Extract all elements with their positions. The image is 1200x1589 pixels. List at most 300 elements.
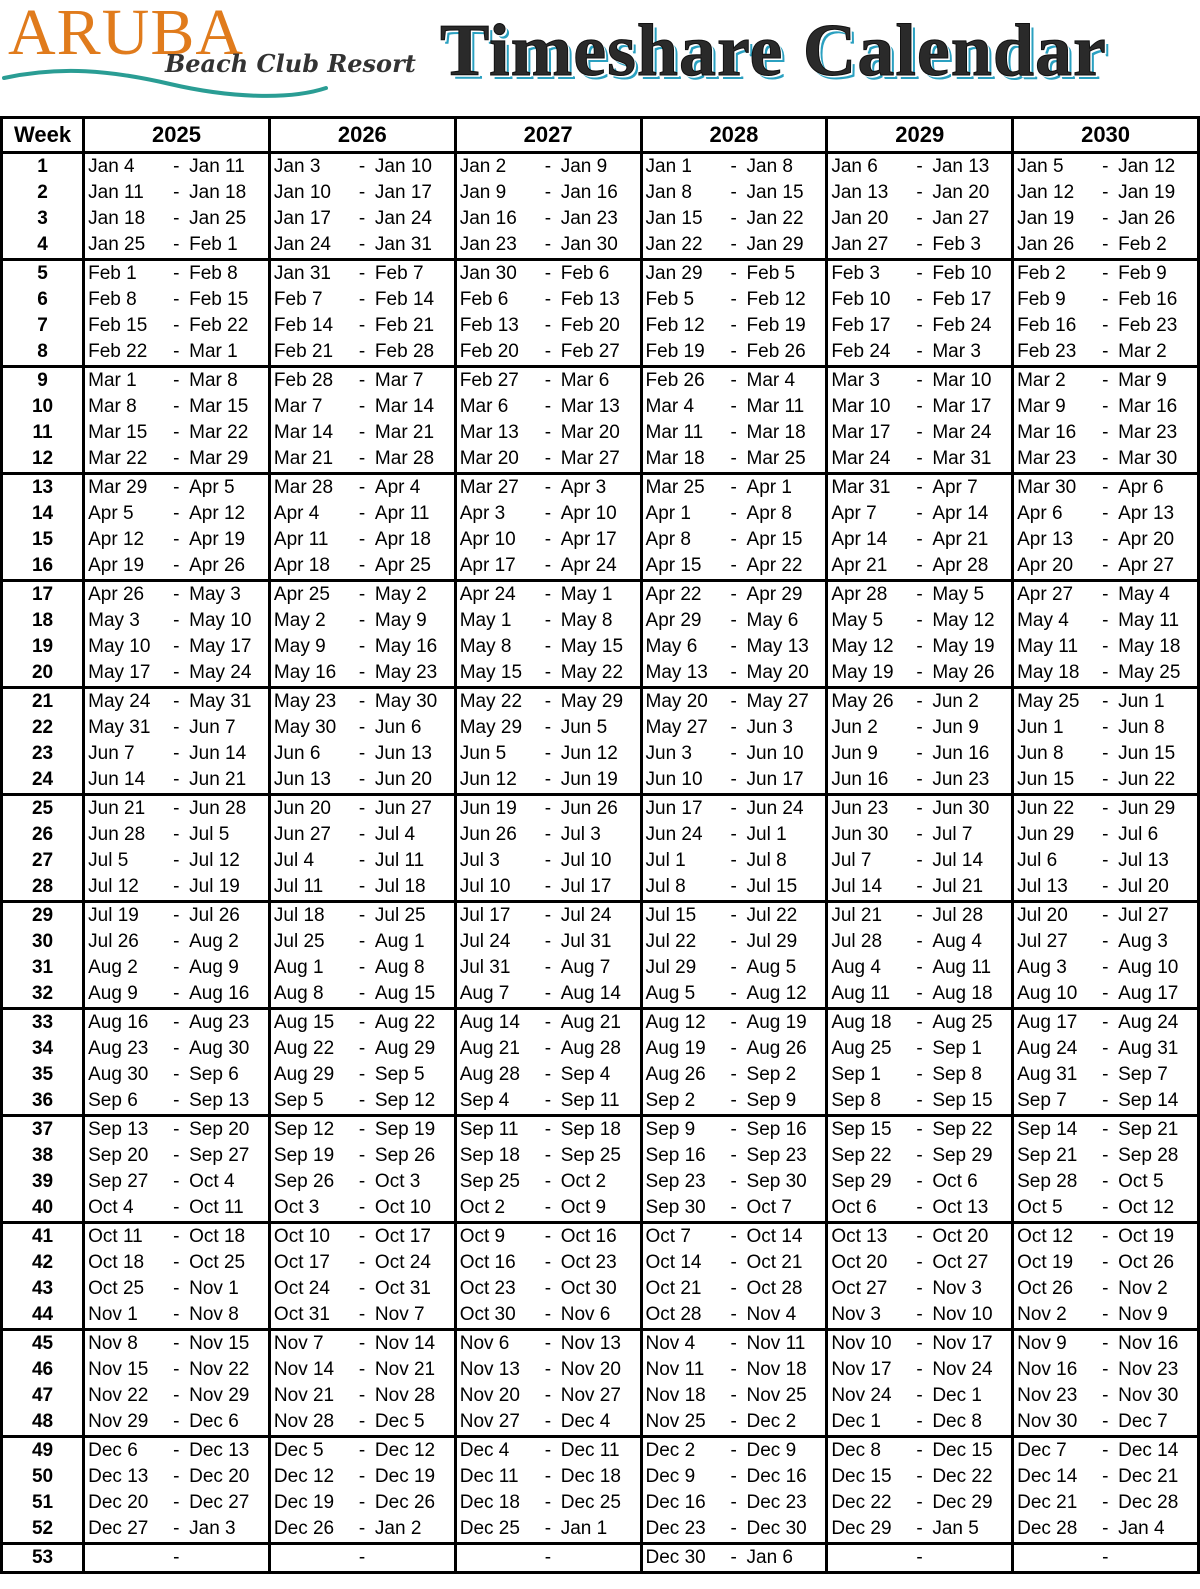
range-dash: - — [916, 1145, 923, 1166]
end-date: Feb 15 — [189, 289, 249, 310]
start-date: Jul 1 — [645, 850, 686, 871]
start-date: Jan 2 — [459, 156, 507, 177]
range-dash: - — [173, 876, 180, 897]
end-date: Apr 11 — [374, 503, 430, 524]
end-date: Feb 9 — [1118, 263, 1167, 284]
start-date: Jul 8 — [645, 876, 686, 897]
logo-subtitle: Beach Club Resort — [165, 49, 416, 78]
end-date: May 10 — [189, 610, 252, 631]
range-dash: - — [730, 1411, 737, 1432]
date-range-cell — [641, 1302, 827, 1330]
end-date: Jan 12 — [1118, 156, 1176, 177]
end-date: Jun 12 — [560, 743, 618, 764]
start-date: Sep 30 — [645, 1197, 706, 1218]
range-dash: - — [1102, 1278, 1109, 1299]
date-range-cell — [641, 553, 827, 581]
start-date: Oct 17 — [273, 1252, 330, 1273]
date-range-cell — [84, 634, 270, 660]
end-date: Sep 27 — [189, 1145, 250, 1166]
start-date: Mar 23 — [1017, 448, 1077, 469]
range-dash: - — [544, 1304, 552, 1325]
range-dash: - — [1102, 1359, 1109, 1380]
range-dash: - — [916, 1064, 923, 1085]
table-row — [2, 394, 1199, 420]
date-range-cell — [269, 715, 455, 741]
start-date: Mar 14 — [273, 422, 334, 443]
start-date: Jun 2 — [831, 717, 878, 738]
date-range-cell — [1013, 339, 1199, 367]
end-date: May 22 — [560, 662, 624, 683]
start-date: Sep 8 — [831, 1090, 881, 1111]
end-date: Sep 1 — [932, 1038, 982, 1059]
date-range-cell — [827, 501, 1013, 527]
range-dash: - — [173, 1385, 180, 1406]
start-date: Aug 17 — [1017, 1012, 1078, 1033]
date-range-cell — [84, 206, 270, 232]
range-dash: - — [730, 636, 737, 657]
start-date: Oct 7 — [645, 1226, 691, 1247]
table-row — [2, 634, 1199, 660]
range-dash: - — [916, 1278, 923, 1299]
range-dash: - — [358, 341, 366, 362]
start-date: Feb 28 — [273, 370, 334, 391]
week-number: 13 — [2, 474, 84, 502]
range-dash: - — [544, 448, 552, 469]
date-range-cell — [269, 608, 455, 634]
start-date: May 10 — [88, 636, 151, 657]
range-dash: - — [173, 717, 180, 738]
date-range-cell — [641, 1250, 827, 1276]
start-date: May 15 — [459, 662, 523, 683]
end-date: Jun 26 — [560, 798, 618, 819]
date-range-cell — [827, 1250, 1013, 1276]
date-range-cell — [455, 1357, 641, 1383]
year-column-header: 2025 — [84, 118, 270, 153]
start-date: Oct 5 — [1017, 1197, 1063, 1218]
range-dash: - — [1102, 234, 1109, 255]
date-range-cell — [1013, 153, 1199, 181]
end-date: Jun 19 — [560, 769, 618, 790]
range-dash: - — [358, 1411, 366, 1432]
start-date: May 29 — [459, 717, 523, 738]
year-column-header: 2030 — [1013, 118, 1199, 153]
start-date: Jul 7 — [831, 850, 872, 871]
range-dash: - — [173, 289, 180, 310]
date-range-cell — [641, 981, 827, 1009]
start-date: Feb 23 — [1017, 341, 1077, 362]
date-range-cell — [84, 260, 270, 288]
start-date: Sep 28 — [1017, 1171, 1078, 1192]
range-dash: - — [358, 1197, 366, 1218]
end-date: Sep 16 — [746, 1119, 807, 1140]
range-dash: - — [1102, 743, 1109, 764]
range-dash: - — [730, 717, 737, 738]
start-date: Dec 28 — [1017, 1518, 1078, 1539]
end-date: Dec 4 — [560, 1411, 611, 1432]
range-dash: - — [358, 957, 366, 978]
range-dash: - — [916, 584, 923, 605]
end-date: May 2 — [374, 584, 427, 605]
end-date: Aug 24 — [1118, 1012, 1179, 1033]
range-dash: - — [730, 1385, 737, 1406]
range-dash: - — [730, 798, 737, 819]
date-range-cell — [455, 1464, 641, 1490]
date-range-cell — [827, 232, 1013, 260]
range-dash: - — [730, 691, 737, 712]
start-date: Jan 3 — [273, 156, 321, 177]
range-dash: - — [173, 263, 180, 284]
date-range-cell — [455, 553, 641, 581]
range-dash: - — [916, 1492, 923, 1513]
start-date: Dec 6 — [88, 1440, 138, 1461]
range-dash: - — [544, 1171, 552, 1192]
range-dash: - — [358, 610, 366, 631]
range-dash: - — [916, 1012, 923, 1033]
start-date: Nov 29 — [88, 1411, 149, 1432]
range-dash: - — [544, 798, 552, 819]
end-date: Jun 3 — [746, 717, 793, 738]
start-date: Apr 19 — [88, 555, 145, 576]
end-date: Oct 7 — [746, 1197, 792, 1218]
range-dash: - — [730, 156, 737, 177]
end-date: May 26 — [932, 662, 995, 683]
range-dash: - — [916, 1466, 923, 1487]
date-range-cell — [827, 553, 1013, 581]
date-range-cell — [455, 1169, 641, 1195]
start-date: Jan 11 — [88, 182, 144, 203]
end-date: Jun 7 — [189, 717, 236, 738]
range-dash: - — [1102, 1038, 1109, 1059]
start-date: Jul 25 — [273, 931, 325, 952]
start-date: Mar 24 — [831, 448, 891, 469]
end-date: Aug 19 — [746, 1012, 807, 1033]
date-range-cell — [1013, 741, 1199, 767]
end-date: Sep 30 — [746, 1171, 807, 1192]
end-date: Jul 6 — [1118, 824, 1159, 845]
range-dash: - — [173, 1064, 180, 1085]
date-range-cell — [827, 287, 1013, 313]
date-range-cell — [455, 929, 641, 955]
start-date: Jun 17 — [645, 798, 703, 819]
range-dash: - — [544, 743, 552, 764]
start-date: Jun 13 — [273, 769, 331, 790]
end-date: Sep 11 — [560, 1090, 620, 1111]
start-date: Dec 9 — [645, 1466, 696, 1487]
end-date: Mar 2 — [1118, 341, 1167, 362]
start-date: Mar 30 — [1017, 477, 1077, 498]
start-date: Jan 25 — [88, 234, 146, 255]
end-date: Dec 27 — [189, 1492, 250, 1513]
end-date: Feb 12 — [746, 289, 806, 310]
start-date: Nov 8 — [88, 1333, 138, 1354]
start-date: Oct 18 — [88, 1252, 145, 1273]
end-date: Sep 18 — [560, 1119, 621, 1140]
end-date: Mar 11 — [746, 396, 805, 417]
start-date: Nov 9 — [1017, 1333, 1067, 1354]
range-dash: - — [544, 1385, 552, 1406]
range-dash: - — [544, 1012, 552, 1033]
date-range-cell — [1013, 955, 1199, 981]
range-dash: - — [358, 983, 366, 1004]
start-date: Mar 21 — [273, 448, 334, 469]
date-range-cell — [269, 767, 455, 795]
range-dash: - — [916, 396, 923, 417]
start-date: Nov 16 — [1017, 1359, 1078, 1380]
date-range-cell — [827, 1195, 1013, 1223]
table-row — [2, 874, 1199, 902]
start-date: Sep 29 — [831, 1171, 892, 1192]
date-range-cell — [1013, 795, 1199, 823]
range-dash: - — [1102, 1090, 1109, 1111]
start-date: Sep 20 — [88, 1145, 149, 1166]
end-date: May 5 — [932, 584, 985, 605]
start-date: Mar 9 — [1017, 396, 1066, 417]
start-date: Aug 15 — [273, 1012, 335, 1033]
end-date: Jul 12 — [189, 850, 240, 871]
logo-wordmark: ARUBA — [8, 0, 245, 69]
table-row — [2, 1088, 1199, 1116]
range-dash: - — [1102, 555, 1109, 576]
range-dash: - — [730, 662, 737, 683]
start-date: Dec 20 — [88, 1492, 149, 1513]
week-number: 24 — [2, 767, 84, 795]
date-range-cell — [641, 848, 827, 874]
date-range-cell — [1013, 1088, 1199, 1116]
end-date: Mar 23 — [1118, 422, 1178, 443]
date-range-cell — [827, 634, 1013, 660]
date-range-cell — [269, 1302, 455, 1330]
range-dash: - — [173, 636, 180, 657]
date-range-cell — [84, 1464, 270, 1490]
range-dash: - — [1102, 636, 1109, 657]
end-date: Jul 19 — [189, 876, 240, 897]
start-date: Sep 18 — [459, 1145, 520, 1166]
end-date: Nov 21 — [374, 1359, 436, 1380]
range-dash: - — [173, 182, 180, 203]
range-dash: - — [1102, 610, 1109, 631]
end-date: Apr 4 — [374, 477, 421, 498]
date-range-cell — [269, 981, 455, 1009]
end-date: Jul 25 — [374, 905, 426, 926]
date-range-cell — [1013, 446, 1199, 474]
start-date: Feb 13 — [459, 315, 519, 336]
start-date: Oct 24 — [273, 1278, 330, 1299]
date-range-cell — [641, 1330, 827, 1358]
end-date: May 9 — [374, 610, 427, 631]
start-date: Oct 13 — [831, 1226, 888, 1247]
start-date: Apr 21 — [831, 555, 888, 576]
range-dash: - — [358, 931, 366, 952]
date-range-cell — [1013, 715, 1199, 741]
date-range-cell — [84, 1516, 270, 1544]
start-date: Sep 19 — [273, 1145, 335, 1166]
range-dash: - — [730, 1547, 737, 1568]
week-number: 45 — [2, 1330, 84, 1358]
end-date: Jul 8 — [746, 850, 787, 871]
end-date: Sep 9 — [746, 1090, 797, 1111]
date-range-cell — [827, 688, 1013, 716]
start-date: Nov 6 — [459, 1333, 510, 1354]
date-range-cell — [84, 339, 270, 367]
start-date: Dec 13 — [88, 1466, 149, 1487]
range-dash: - — [916, 208, 923, 229]
date-range-cell — [641, 501, 827, 527]
range-dash: - — [916, 983, 923, 1004]
end-date: Jun 29 — [1118, 798, 1176, 819]
end-date: Mar 21 — [374, 422, 435, 443]
range-dash: - — [544, 1038, 552, 1059]
date-range-cell — [827, 1088, 1013, 1116]
date-range-cell — [827, 1276, 1013, 1302]
date-range-cell — [641, 1437, 827, 1465]
start-date: Jul 20 — [1017, 905, 1068, 926]
date-range-cell — [1013, 634, 1199, 660]
start-date: Jul 28 — [831, 931, 883, 952]
date-range-cell — [455, 1009, 641, 1037]
date-range-cell — [84, 1009, 270, 1037]
end-date: Oct 19 — [1118, 1226, 1175, 1247]
date-range-cell — [1013, 287, 1199, 313]
range-dash: - — [544, 477, 552, 498]
date-range-cell — [1013, 1009, 1199, 1037]
date-range-cell — [84, 1383, 270, 1409]
date-range-cell — [455, 715, 641, 741]
range-dash: - — [358, 234, 366, 255]
end-date: Apr 10 — [560, 503, 617, 524]
range-dash: - — [173, 824, 180, 845]
end-date: Oct 13 — [932, 1197, 989, 1218]
end-date: Mar 10 — [932, 370, 992, 391]
date-range-cell — [269, 660, 455, 688]
end-date: Jul 26 — [189, 905, 240, 926]
end-date: Nov 10 — [932, 1304, 993, 1325]
range-dash: - — [173, 503, 180, 524]
start-date: Apr 1 — [645, 503, 691, 524]
start-date: Sep 11 — [459, 1119, 519, 1140]
table-row — [2, 180, 1199, 206]
start-date: Jun 5 — [459, 743, 507, 764]
date-range-cell — [827, 1357, 1013, 1383]
table-row — [2, 767, 1199, 795]
date-range-cell — [641, 206, 827, 232]
table-row — [2, 660, 1199, 688]
start-date: Jan 8 — [645, 182, 692, 203]
date-range-cell — [827, 955, 1013, 981]
end-date: Oct 6 — [932, 1171, 978, 1192]
end-date: Jan 19 — [1118, 182, 1176, 203]
range-dash: - — [730, 1119, 737, 1140]
end-date: Mar 31 — [932, 448, 992, 469]
end-date: May 18 — [1118, 636, 1181, 657]
date-range-cell — [84, 394, 270, 420]
range-dash: - — [730, 555, 737, 576]
range-dash: - — [358, 1492, 366, 1513]
range-dash: - — [1102, 315, 1109, 336]
end-date: Aug 22 — [374, 1012, 436, 1033]
date-range-cell — [269, 1088, 455, 1116]
start-date: May 6 — [645, 636, 698, 657]
date-range-cell — [269, 955, 455, 981]
range-dash: - — [1102, 529, 1109, 550]
range-dash: - — [1102, 1145, 1109, 1166]
range-dash: - — [730, 1359, 737, 1380]
start-date: Jul 13 — [1017, 876, 1068, 897]
start-date: Apr 14 — [831, 529, 888, 550]
range-dash: - — [544, 370, 552, 391]
range-dash: - — [544, 983, 552, 1004]
end-date: May 12 — [932, 610, 995, 631]
table-row — [2, 206, 1199, 232]
start-date: Aug 29 — [273, 1064, 335, 1085]
end-date: Aug 5 — [746, 957, 797, 978]
table-row — [2, 1143, 1199, 1169]
start-date: Dec 29 — [831, 1518, 892, 1539]
start-date: Apr 26 — [88, 584, 145, 605]
end-date: Jul 18 — [374, 876, 426, 897]
start-date: Mar 29 — [88, 477, 148, 498]
range-dash: - — [730, 1226, 737, 1247]
date-range-cell — [84, 420, 270, 446]
date-range-cell — [269, 1330, 455, 1358]
date-range-cell — [1013, 527, 1199, 553]
date-range-cell — [641, 474, 827, 502]
date-range-cell — [269, 527, 455, 553]
start-date: Sep 9 — [645, 1119, 696, 1140]
start-date: Jun 27 — [273, 824, 331, 845]
date-range-cell — [84, 313, 270, 339]
end-date: Jun 27 — [374, 798, 432, 819]
start-date: Aug 19 — [645, 1038, 706, 1059]
date-range-cell — [84, 1409, 270, 1437]
start-date: Jul 5 — [88, 850, 129, 871]
range-dash: - — [916, 1171, 923, 1192]
date-range-cell — [641, 527, 827, 553]
start-date: Jun 14 — [88, 769, 146, 790]
range-dash: - — [1102, 1171, 1109, 1192]
range-dash: - — [544, 341, 552, 362]
range-dash: - — [916, 289, 923, 310]
start-date: Feb 27 — [459, 370, 519, 391]
range-dash: - — [358, 448, 366, 469]
date-range-cell — [827, 1169, 1013, 1195]
end-date: Oct 4 — [189, 1171, 235, 1192]
week-number: 10 — [2, 394, 84, 420]
range-dash: - — [916, 1359, 923, 1380]
end-date: Jul 31 — [560, 931, 612, 952]
end-date: Nov 6 — [560, 1304, 611, 1325]
start-date: Dec 1 — [831, 1411, 881, 1432]
range-dash: - — [358, 370, 366, 391]
week-number: 30 — [2, 929, 84, 955]
start-date: Aug 2 — [88, 957, 138, 978]
range-dash: - — [358, 824, 366, 845]
start-date: Feb 21 — [273, 341, 334, 362]
start-date: Dec 11 — [459, 1466, 519, 1487]
date-range-cell — [455, 367, 641, 395]
end-date: Feb 24 — [932, 315, 992, 336]
start-date: Jan 6 — [831, 156, 878, 177]
end-date: Mar 29 — [189, 448, 249, 469]
table-row — [2, 527, 1199, 553]
end-date: May 1 — [560, 584, 613, 605]
start-date: Apr 29 — [645, 610, 702, 631]
start-date: Aug 23 — [88, 1038, 149, 1059]
end-date: Mar 1 — [189, 341, 238, 362]
range-dash: - — [358, 584, 366, 605]
end-date: Oct 18 — [189, 1226, 246, 1247]
end-date: Dec 20 — [189, 1466, 250, 1487]
range-dash: - — [1102, 905, 1109, 926]
